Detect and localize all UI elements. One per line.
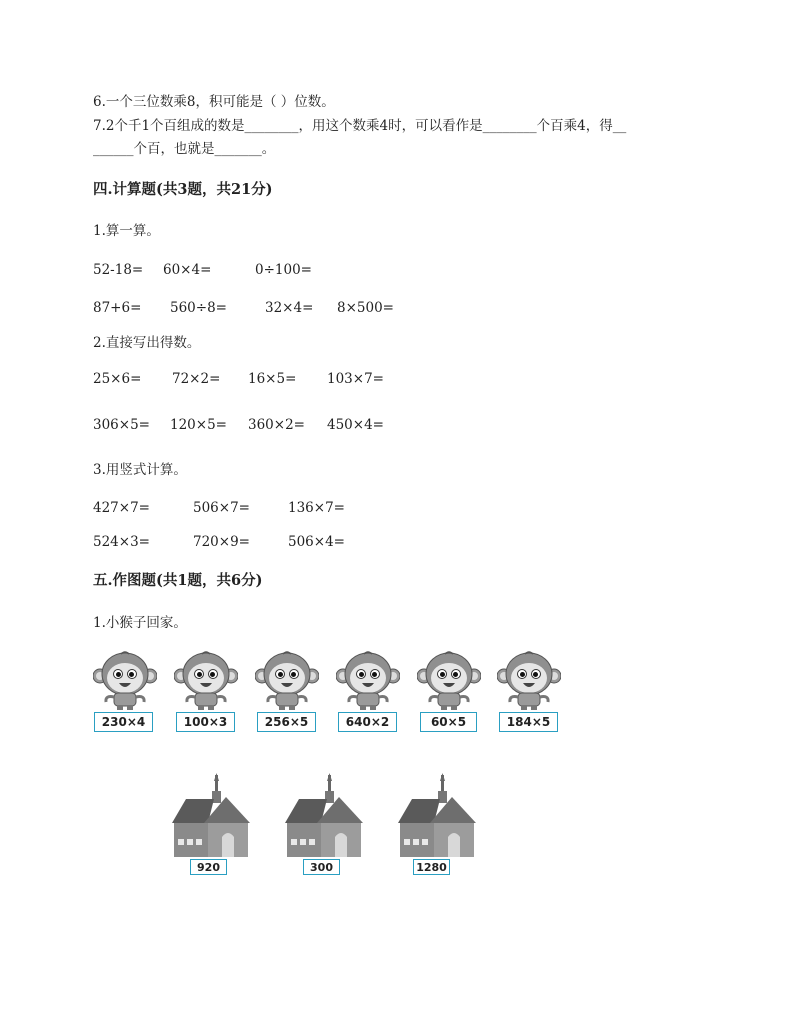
monkey-icon — [93, 650, 157, 710]
monkey-label-3[interactable]: 256×5 — [257, 712, 316, 732]
question-7-line1: 7.2个千1个百组成的数是________，用这个数乘4时，可以看作是________个百乘4，得__ — [93, 118, 627, 134]
monkey-label-2[interactable]: 100×3 — [176, 712, 235, 732]
calc-q2-r1-c3: 16×5= — [248, 371, 297, 387]
question-7-line2: ______个百，也就是_______。 — [93, 141, 276, 157]
calc-q1-r2-c1: 87+6= — [93, 300, 142, 316]
monkey-label-5[interactable]: 60×5 — [420, 712, 477, 732]
monkey-label-1[interactable]: 230×4 — [94, 712, 153, 732]
calc-q1-r1-c1: 52-18= — [93, 262, 144, 278]
house-label-3[interactable]: 1280 — [413, 859, 450, 875]
calc-q2-r1-c1: 25×6= — [93, 371, 142, 387]
monkey-icon — [497, 650, 561, 710]
calc-q3-title: 3.用竖式计算。 — [93, 462, 187, 478]
calc-q2-r2-c3: 360×2= — [248, 417, 305, 433]
calc-q3-r1-c3: 136×7= — [288, 500, 345, 516]
monkey-label-6[interactable]: 184×5 — [499, 712, 558, 732]
monkey-icon — [336, 650, 400, 710]
house-label-2[interactable]: 300 — [303, 859, 340, 875]
calc-q2-r2-c1: 306×5= — [93, 417, 150, 433]
calc-q1-r2-c4: 8×500= — [337, 300, 394, 316]
calc-q2-title: 2.直接写出得数。 — [93, 335, 201, 351]
calc-q2-r2-c4: 450×4= — [327, 417, 384, 433]
calc-q3-r2-c2: 720×9= — [193, 534, 250, 550]
section4-heading: 四.计算题(共3题，共21分) — [93, 181, 273, 198]
calc-q1-r1-c3: 0÷100= — [255, 262, 312, 278]
calc-q3-r1-c1: 427×7= — [93, 500, 150, 516]
calc-q2-r1-c4: 103×7= — [327, 371, 384, 387]
monkey-icon — [174, 650, 238, 710]
monkey-icon — [417, 650, 481, 710]
calc-q3-r2-c1: 524×3= — [93, 534, 150, 550]
section5-heading: 五.作图题(共1题，共6分) — [93, 572, 263, 589]
calc-q1-r2-c2: 560÷8= — [170, 300, 227, 316]
house-icon — [168, 773, 254, 859]
draw-q1-title: 1.小猴子回家。 — [93, 615, 187, 631]
house-label-1[interactable]: 920 — [190, 859, 227, 875]
calc-q3-r2-c3: 506×4= — [288, 534, 345, 550]
calc-q1-r1-c2: 60×4= — [163, 262, 212, 278]
calc-q2-r1-c2: 72×2= — [172, 371, 221, 387]
question-6: 6.一个三位数乘8，积可能是（ ）位数。 — [93, 94, 335, 110]
calc-q1-title: 1.算一算。 — [93, 223, 160, 239]
monkey-label-4[interactable]: 640×2 — [338, 712, 397, 732]
monkey-icon — [255, 650, 319, 710]
calc-q1-r2-c3: 32×4= — [265, 300, 314, 316]
house-icon — [281, 773, 367, 859]
calc-q2-r2-c2: 120×5= — [170, 417, 227, 433]
house-icon — [394, 773, 480, 859]
calc-q3-r1-c2: 506×7= — [193, 500, 250, 516]
